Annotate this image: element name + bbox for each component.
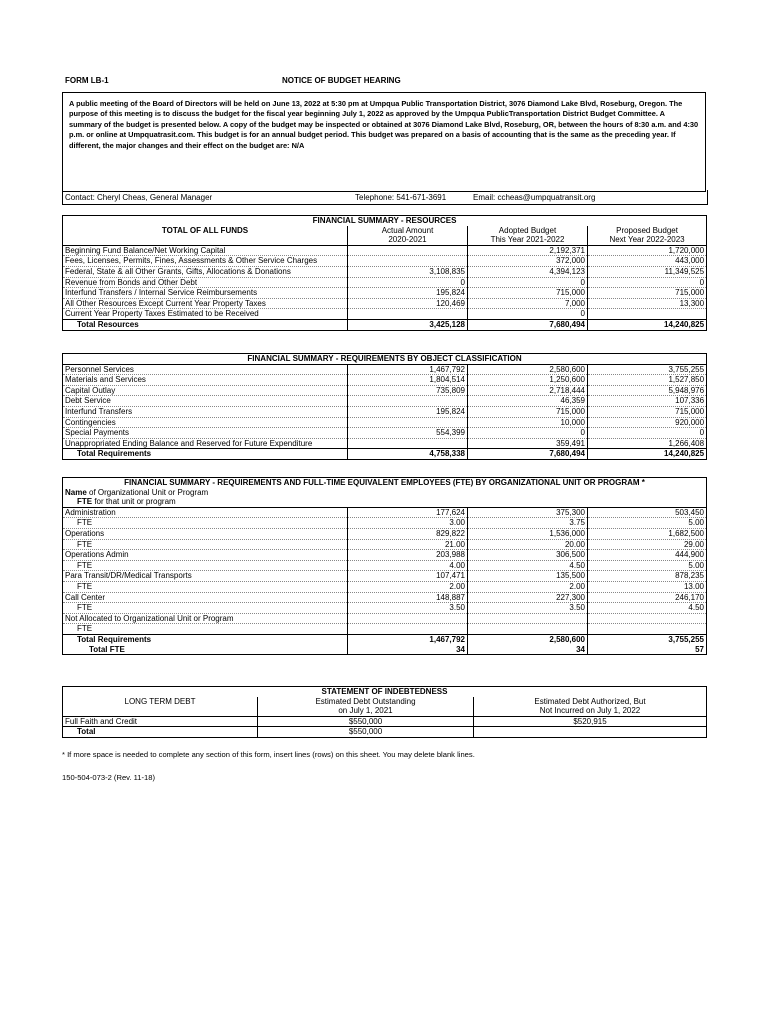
resources-total-a: 3,425,128: [348, 319, 468, 330]
resources-label: All Other Resources Except Current Year Property Taxes: [63, 298, 348, 309]
requirements-row: [63, 438, 707, 449]
resources-value-a: 0: [348, 277, 468, 288]
fte-label: FTE: [63, 518, 348, 529]
requirements-value-b: 2,580,600: [468, 364, 588, 375]
debt-section-title: STATEMENT OF INDEBTEDNESS: [321, 687, 448, 696]
resources-value-a: 120,469: [348, 298, 468, 309]
fte-value-a: 148,887: [348, 592, 468, 603]
fte-value-b: 1,536,000: [468, 528, 588, 539]
fte-row: [63, 518, 707, 529]
contact-phone: Telephone: 541-671-3691: [355, 193, 447, 202]
fte-value-b: 4.50: [468, 560, 588, 571]
resources-total-label: Total Resources: [77, 319, 139, 329]
fte-row: [63, 613, 707, 624]
fte-row: [63, 507, 707, 518]
fte-total-fte-c: 57: [588, 645, 707, 655]
fte-value-a: [348, 624, 468, 635]
form-number: 150-504-073-2 (Rev. 11-18): [62, 773, 156, 782]
resources-row: [63, 266, 707, 277]
debt-label: Full Faith and Credit: [65, 716, 138, 726]
resources-label: Current Year Property Taxes Estimated to be Received: [63, 309, 348, 320]
fte-value-c: 503,450: [588, 507, 707, 518]
resources-label: Interfund Transfers / Internal Service Reimbursements: [63, 288, 348, 299]
resources-table: [62, 215, 707, 331]
fte-label: FTE: [63, 581, 348, 592]
fte-total-fte-a: 34: [348, 645, 468, 655]
requirements-value-a: [348, 438, 468, 449]
fte-value-a: 829,822: [348, 528, 468, 539]
resources-row: [63, 245, 707, 256]
requirements-value-a: 735,809: [348, 385, 468, 396]
requirements-row: [63, 406, 707, 417]
fte-row: [63, 539, 707, 550]
requirements-value-a: 554,399: [348, 428, 468, 439]
resources-value-c: 1,720,000: [588, 245, 707, 256]
fte-value-c: 1,682,500: [588, 528, 707, 539]
resources-col2-h1: Adopted Budget: [468, 226, 588, 236]
debt-col1-h2: on July 1, 2021: [258, 706, 474, 716]
fte-label: Administration: [63, 507, 348, 518]
resources-label: Revenue from Bonds and Other Debt: [63, 277, 348, 288]
requirements-row: [63, 364, 707, 375]
requirements-row: [63, 385, 707, 396]
debt-table: [62, 686, 707, 738]
requirements-value-c: 1,527,850: [588, 375, 707, 386]
resources-row: [63, 288, 707, 299]
fte-value-c: 444,900: [588, 550, 707, 561]
fte-label: FTE: [63, 560, 348, 571]
requirements-value-a: [348, 417, 468, 428]
fte-value-a: [348, 613, 468, 624]
requirements-value-c: 3,755,255: [588, 364, 707, 375]
fte-label: Call Center: [63, 592, 348, 603]
resources-col3-h1: Proposed Budget: [588, 226, 707, 236]
requirements-value-c: 0: [588, 428, 707, 439]
resources-value-b: 0: [468, 309, 588, 320]
resources-value-b: 372,000: [468, 256, 588, 267]
requirements-label: Debt Service: [63, 396, 348, 407]
fte-label: FTE: [63, 539, 348, 550]
fte-value-a: 2.00: [348, 581, 468, 592]
fte-value-c: 5.00: [588, 518, 707, 529]
requirements-value-b: 46,359: [468, 396, 588, 407]
requirements-table: [62, 353, 707, 460]
form-id: FORM LB-1: [65, 76, 109, 85]
requirements-row: [63, 375, 707, 386]
fte-value-b: [468, 613, 588, 624]
fte-value-b: 2.00: [468, 581, 588, 592]
requirements-value-c: 715,000: [588, 406, 707, 417]
fte-value-b: 135,500: [468, 571, 588, 582]
fte-value-a: 107,471: [348, 571, 468, 582]
fte-head-fte: FTE for that unit or program: [77, 497, 176, 507]
fte-row: [63, 571, 707, 582]
debt-value-b: $520,915: [474, 716, 707, 727]
fte-row: [63, 581, 707, 592]
requirements-value-b: 10,000: [468, 417, 588, 428]
fte-row: [63, 550, 707, 561]
fte-label: Operations: [63, 528, 348, 539]
resources-section-title: FINANCIAL SUMMARY - RESOURCES: [312, 216, 457, 225]
resources-value-c: 715,000: [588, 288, 707, 299]
requirements-value-b: 0: [468, 428, 588, 439]
resources-value-b: 7,000: [468, 298, 588, 309]
resources-value-a: [348, 245, 468, 256]
requirements-total-a: 4,758,338: [348, 449, 468, 460]
requirements-label: Unappropriated Ending Balance and Reserved for Future Expenditure: [63, 438, 348, 449]
requirements-value-b: 359,491: [468, 438, 588, 449]
requirements-value-b: 1,250,600: [468, 375, 588, 386]
fte-value-b: 3.50: [468, 603, 588, 614]
requirements-label: Materials and Services: [63, 375, 348, 386]
contact-name: Contact: Cheryl Cheas, General Manager: [65, 193, 213, 202]
resources-value-c: 13,300: [588, 298, 707, 309]
requirements-value-b: 2,718,444: [468, 385, 588, 396]
requirements-value-c: 5,948,976: [588, 385, 707, 396]
resources-value-b: 2,192,371: [468, 245, 588, 256]
requirements-label: Interfund Transfers: [63, 406, 348, 417]
fte-value-c: [588, 613, 707, 624]
debt-value-a: $550,000: [258, 716, 474, 727]
resources-row: [63, 277, 707, 288]
requirements-total-c: 14,240,825: [588, 449, 707, 460]
fte-value-c: 5.00: [588, 560, 707, 571]
requirements-value-a: 1,467,792: [348, 364, 468, 375]
fte-value-c: [588, 624, 707, 635]
resources-row: [63, 256, 707, 267]
resources-value-b: 715,000: [468, 288, 588, 299]
resources-col1-h2: 2020-2021: [348, 235, 468, 245]
fte-value-c: 13.00: [588, 581, 707, 592]
fte-value-b: 227,300: [468, 592, 588, 603]
resources-label-header: TOTAL OF ALL FUNDS: [161, 225, 249, 235]
resources-value-a: [348, 256, 468, 267]
fte-value-a: 177,624: [348, 507, 468, 518]
fte-value-a: 3.00: [348, 518, 468, 529]
resources-value-c: 443,000: [588, 256, 707, 267]
fte-value-b: 20.00: [468, 539, 588, 550]
fte-value-a: 21.00: [348, 539, 468, 550]
fte-head-name: Name of Organizational Unit or Program: [65, 487, 209, 497]
fte-total-req-b: 2,580,600: [468, 634, 588, 644]
fte-total-fte-label: Total FTE: [89, 644, 125, 654]
page-title: NOTICE OF BUDGET HEARING: [282, 76, 401, 85]
resources-label: Federal, State & all Other Grants, Gifts, Allocations & Donations: [63, 266, 348, 277]
resources-value-a: 195,824: [348, 288, 468, 299]
fte-section-title: FINANCIAL SUMMARY - REQUIREMENTS AND FULL-TIME EQUIVALENT EMPLOYEES (FTE) BY ORGANIZATIONAL UNIT OR PROGRAM *: [124, 478, 645, 487]
requirements-value-a: 1,804,514: [348, 375, 468, 386]
requirements-row: [63, 428, 707, 439]
fte-total-req-c: 3,755,255: [588, 634, 707, 644]
debt-total-label: Total: [77, 727, 96, 737]
footnote: * If more space is needed to complete any section of this form, insert lines (rows) on this sheet. You may delete blank lines.: [62, 750, 475, 759]
intro-text: A public meeting of the Board of Directors will be held on June 13, 2022 at 5:30 pm at Umpqua Public Transportation District, 3076 Diamond Lake Blvd, Roseburg, Oregon. The purpose of this meeting is to discuss the budget for the fiscal year beginning July 1, 2022 as approved by the Umpqua PublicTransportation District Budget Committee. A summary of the budget is presented below. A copy of the budget may be inspected or obtained at 3076 Diamond Lake Blvd, Roseburg, OR, between the hours of 8:30 a.m. and 4:30 p.m. or online at Umpquatrasit.com. This budget is for an annual budget period. This budget was prepared on a basis of accounting that is the same as the preceding year. If different, the major changes and their effect on the budget are: N/A: [69, 99, 699, 150]
resources-total-c: 14,240,825: [588, 319, 707, 330]
resources-col1-h1: Actual Amount: [348, 226, 468, 236]
fte-value-a: 3.50: [348, 603, 468, 614]
fte-row: [63, 603, 707, 614]
resources-value-b: 4,394,123: [468, 266, 588, 277]
resources-label: Beginning Fund Balance/Net Working Capital: [63, 245, 348, 256]
contact-email: Email: ccheas@umpquatransit.org: [473, 193, 596, 202]
requirements-value-c: 107,336: [588, 396, 707, 407]
fte-label: Para Transit/DR/Medical Transports: [63, 571, 348, 582]
fte-value-c: 246,170: [588, 592, 707, 603]
resources-row: [63, 309, 707, 320]
resources-row: [63, 298, 707, 309]
fte-row: [63, 528, 707, 539]
resources-value-c: 11,349,525: [588, 266, 707, 277]
fte-total-req-a: 1,467,792: [348, 634, 468, 644]
requirements-label: Contingencies: [63, 417, 348, 428]
fte-total-req-label: Total Requirements: [77, 634, 152, 644]
requirements-value-b: 715,000: [468, 406, 588, 417]
fte-label: Not Allocated to Organizational Unit or Program: [63, 613, 348, 624]
fte-row: [63, 592, 707, 603]
fte-label: Operations Admin: [63, 550, 348, 561]
resources-col3-h2: Next Year 2022-2023: [588, 235, 707, 245]
resources-col2-h2: This Year 2021-2022: [468, 235, 588, 245]
fte-label: FTE: [63, 624, 348, 635]
fte-value-c: 878,235: [588, 571, 707, 582]
fte-value-b: 3.75: [468, 518, 588, 529]
fte-value-b: 306,500: [468, 550, 588, 561]
debt-row: [63, 716, 707, 727]
contact-row: [62, 190, 708, 205]
resources-label: Fees, Licenses, Permits, Fines, Assessments & Other Service Charges: [63, 256, 348, 267]
resources-value-a: [348, 309, 468, 320]
fte-value-c: 29.00: [588, 539, 707, 550]
requirements-total-b: 7,680,494: [468, 449, 588, 460]
debt-col2-h2: Not Incurred on July 1, 2022: [474, 706, 707, 716]
requirements-total-label: Total Requirements: [77, 449, 152, 459]
resources-value-c: [588, 309, 707, 320]
fte-total-fte-b: 34: [468, 645, 588, 655]
requirements-label: Special Payments: [63, 428, 348, 439]
fte-value-c: 4.50: [588, 603, 707, 614]
intro-box: [62, 92, 706, 192]
fte-value-b: [468, 624, 588, 635]
fte-value-a: 4.00: [348, 560, 468, 571]
fte-label: FTE: [63, 603, 348, 614]
debt-col0: LONG TERM DEBT: [124, 696, 196, 706]
debt-col1-h1: Estimated Debt Outstanding: [258, 697, 474, 707]
fte-table: [62, 477, 707, 655]
requirements-row: [63, 396, 707, 407]
resources-total-b: 7,680,494: [468, 319, 588, 330]
requirements-section-title: FINANCIAL SUMMARY - REQUIREMENTS BY OBJECT CLASSIFICATION: [247, 354, 522, 363]
requirements-label: Capital Outlay: [63, 385, 348, 396]
requirements-value-c: 1,266,408: [588, 438, 707, 449]
requirements-value-a: [348, 396, 468, 407]
requirements-label: Personnel Services: [63, 364, 348, 375]
resources-value-a: 3,108,835: [348, 266, 468, 277]
resources-value-c: 0: [588, 277, 707, 288]
resources-value-b: 0: [468, 277, 588, 288]
fte-row: [63, 560, 707, 571]
debt-total-b: [474, 727, 707, 738]
fte-row: [63, 624, 707, 635]
requirements-value-c: 920,000: [588, 417, 707, 428]
fte-value-b: 375,300: [468, 507, 588, 518]
requirements-value-a: 195,824: [348, 406, 468, 417]
requirements-row: [63, 417, 707, 428]
debt-col2-h1: Estimated Debt Authorized, But: [474, 697, 707, 707]
fte-value-a: 203,988: [348, 550, 468, 561]
debt-total-a: $550,000: [258, 727, 474, 738]
